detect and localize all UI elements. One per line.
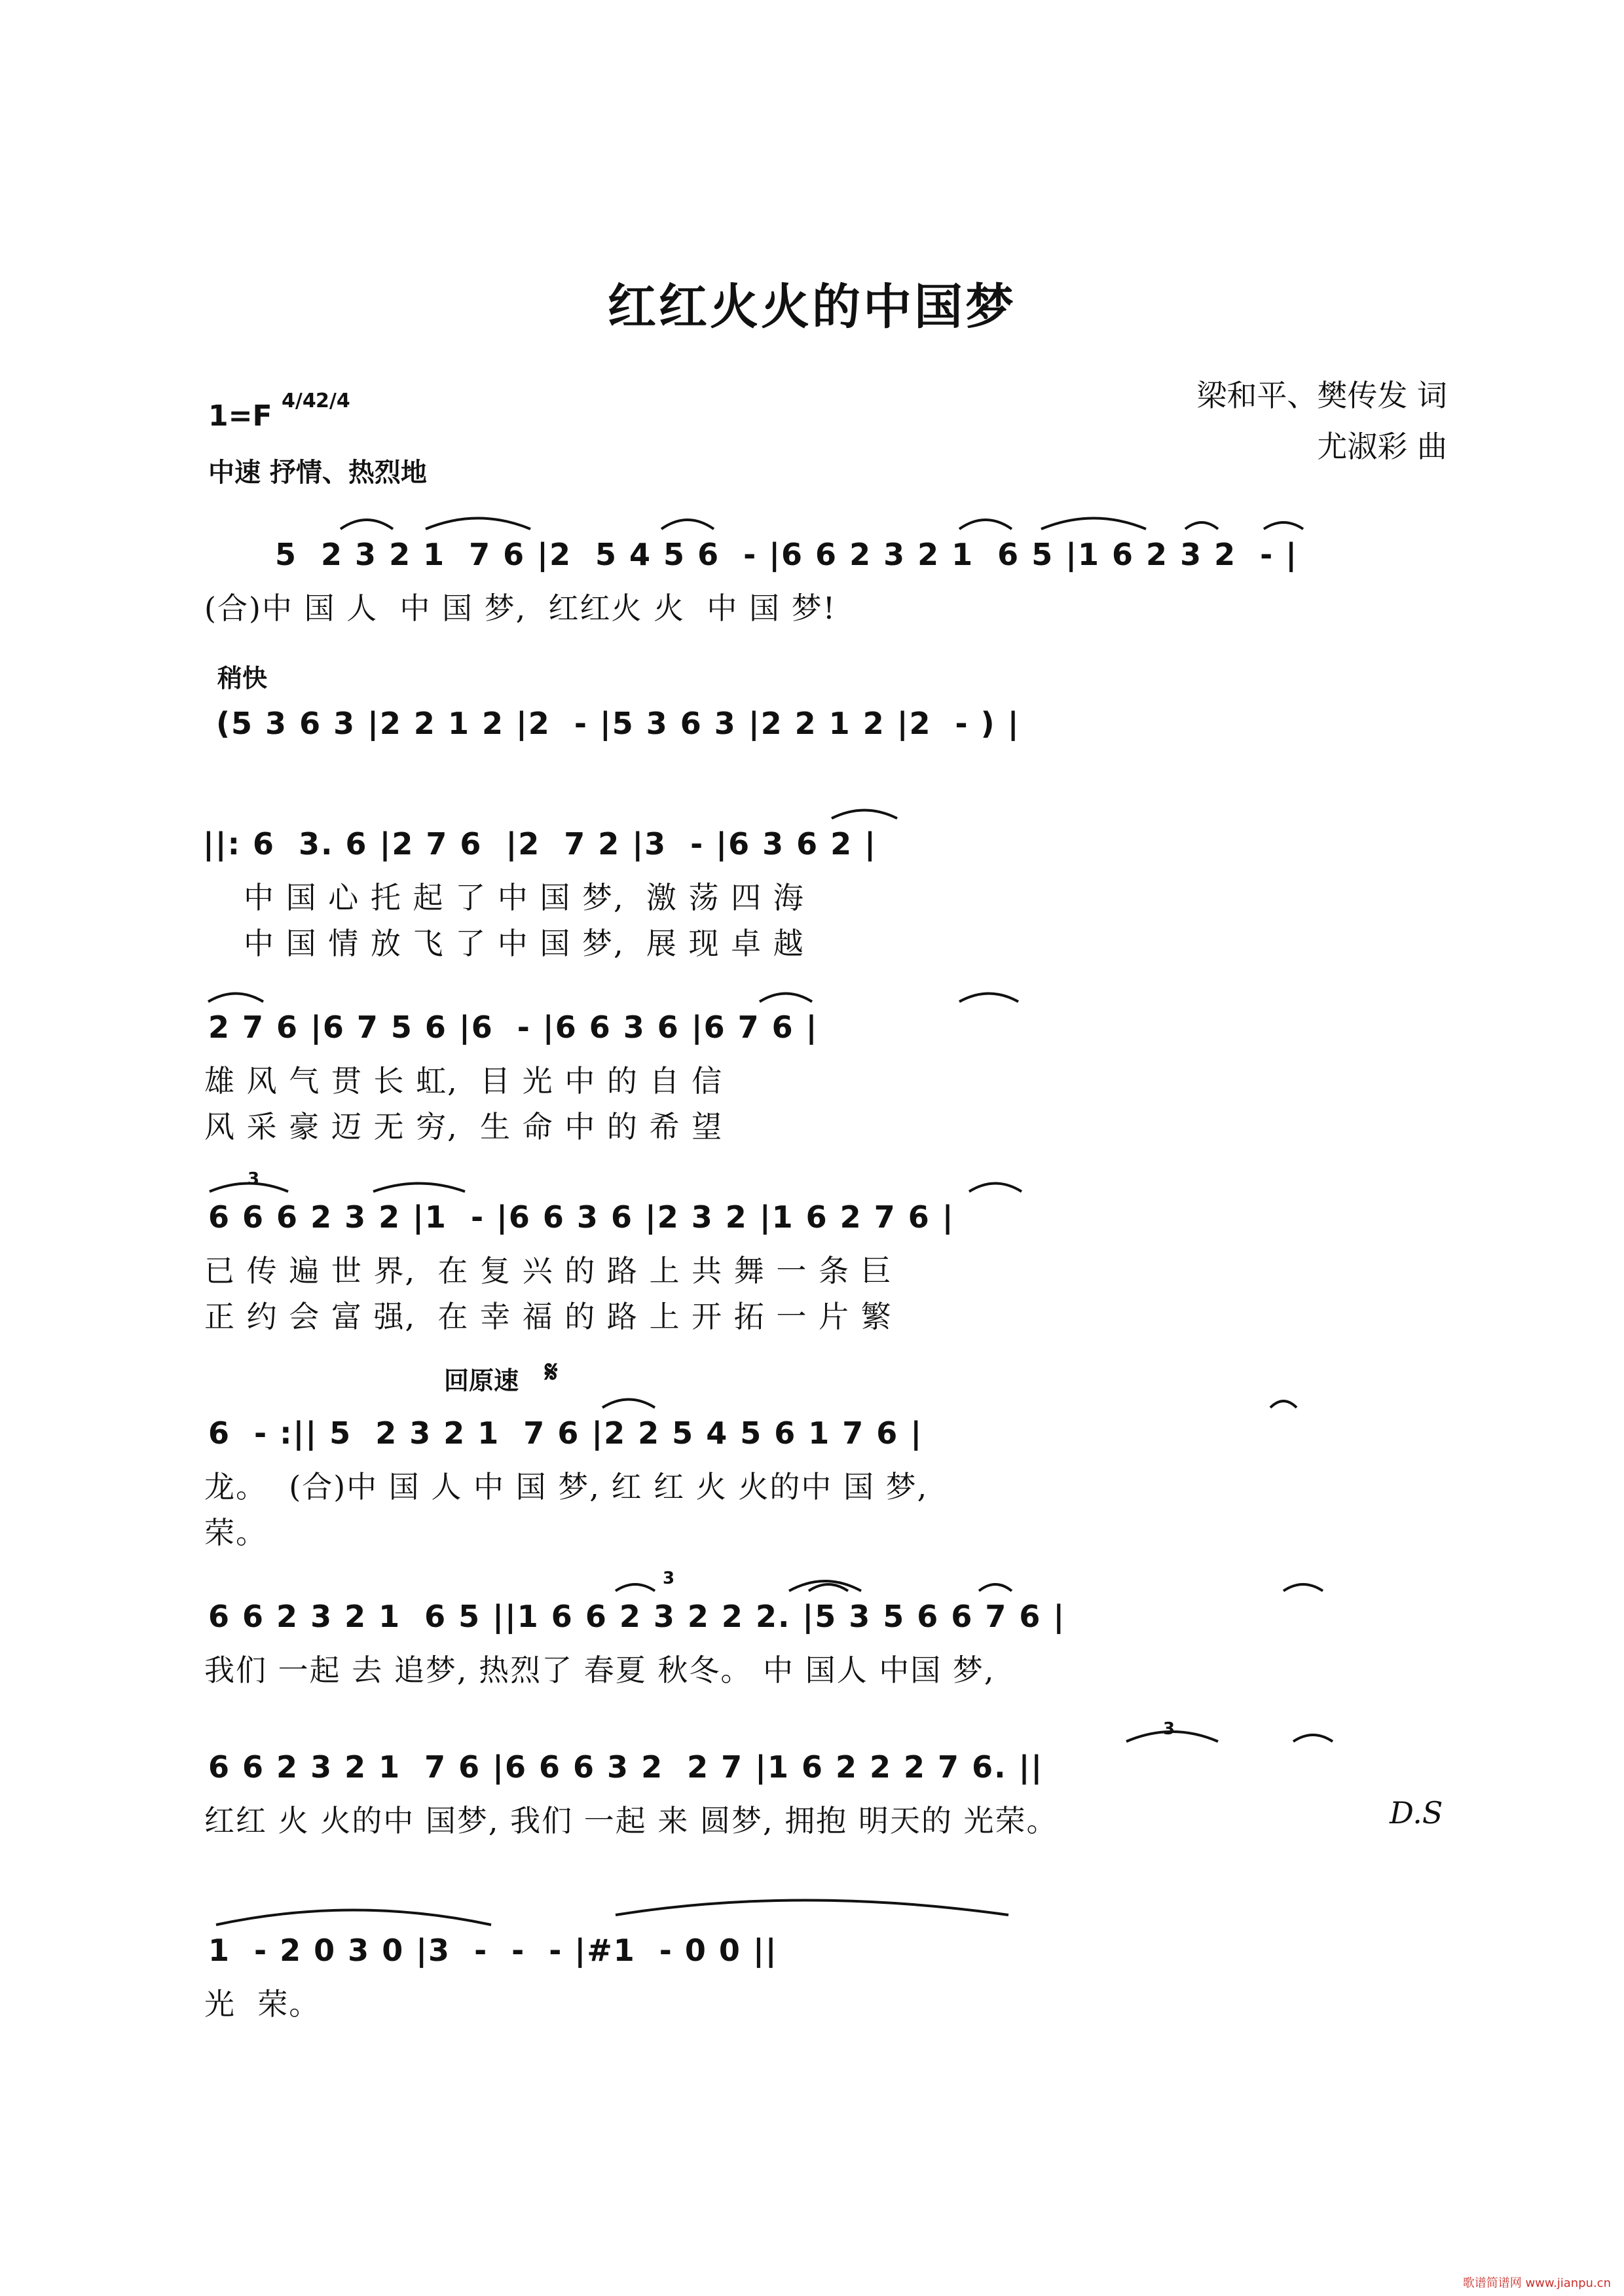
triplet-mark: 3 <box>663 1569 675 1588</box>
song-title: 红红火火的中国梦 <box>608 279 1016 335</box>
notation-row-9: 1 - 2 0 3 0 |3 - - - |#1 - 0 0 || <box>208 1933 778 1968</box>
lyric-line: 我们 一起 去 追梦, 热烈了 春夏 秋冬。 中 国人 中国 梦, <box>204 1652 995 1688</box>
lyric-line: 风 采 豪 迈 无 穷, 生 命 中 的 希 望 <box>204 1109 724 1144</box>
ds-mark: D.S <box>1390 1795 1443 1831</box>
key-signature: 1=F <box>208 399 272 433</box>
tempo-marking: 中速 抒情、热烈地 <box>208 458 427 488</box>
lyric-line: 光 荣。 <box>204 1986 321 2022</box>
composer-credit: 尤淑彩 曲 <box>1317 429 1447 464</box>
lyric-line: 中 国 情 放 飞 了 中 国 梦, 展 现 卓 越 <box>244 926 805 961</box>
notation-row-5: 6 6 6 2 3 2 |1 - |6 6 3 6 |2 3 2 |1 6 2 7 6 | <box>208 1199 955 1235</box>
segno-icon: 𝄋 <box>545 1354 558 1389</box>
footer-watermark: 歌谱简谱网 www.jianpu.cn <box>1462 2276 1611 2290</box>
a-tempo-mark: 回原速 <box>444 1366 519 1395</box>
lyric-line: 已 传 遍 世 界, 在 复 兴 的 路 上 共 舞 一 条 巨 <box>204 1253 893 1288</box>
lyricist-credit: 梁和平、樊传发 词 <box>1196 378 1447 413</box>
triplet-mark: 3 <box>1163 1719 1175 1739</box>
lyric-line: 正 约 会 富 强, 在 幸 福 的 路 上 开 拓 一 片 繁 <box>204 1299 893 1334</box>
notation-row-2: (5 3 6 3 |2 2 1 2 |2 - |5 3 6 3 |2 2 1 2 |2 - ) | <box>216 706 1020 741</box>
lyric-line: 中 国 心 托 起 了 中 国 梦, 激 荡 四 海 <box>244 880 805 915</box>
time-signature-1: 4/4 <box>282 390 316 412</box>
lyric-line: 龙。 (合)中 国 人 中 国 梦, 红 红 火 火的中 国 梦, <box>204 1469 929 1504</box>
time-signature-2: 2/4 <box>316 390 350 412</box>
notation-row-4: 2 7 6 |6 7 5 6 |6 - |6 6 3 6 |6 7 6 | <box>208 1010 819 1045</box>
notation-row-3: ||: 6 3. 6 |2 7 6 |2 7 2 |3 - |6 3 6 2 | <box>203 826 877 862</box>
lyric-line: 红红 火 火的中 国梦, 我们 一起 来 圆梦, 拥抱 明天的 光荣。 <box>204 1803 1058 1838</box>
notation-row-6: 6 - :|| 5 2 3 2 1 7 6 |2 2 5 4 5 6 1 7 6 | <box>208 1415 923 1451</box>
lyric-line: 雄 风 气 贯 长 虹, 目 光 中 的 自 信 <box>204 1063 724 1099</box>
notation-row-8: 6 6 2 3 2 1 7 6 |6 6 6 3 2 2 7 |1 6 2 2 2 7 6. || <box>208 1749 1044 1785</box>
faster-mark: 稍快 <box>217 664 268 693</box>
notation-row-1: 5 2 3 2 1 7 6 |2 5 4 5 6 - |6 6 2 3 2 1 6 5 |1 6 2 3 2 - | <box>275 537 1299 572</box>
notation-row-7: 6 6 2 3 2 1 6 5 ||1 6 6 2 3 2 2 2. |5 3 5 6 6 7 6 | <box>208 1599 1066 1634</box>
lyric-line: 荣。 <box>204 1515 267 1550</box>
triplet-mark: 3 <box>248 1169 260 1189</box>
lyric-line: (合)中 国 人 中 国 梦, 红红火 火 中 国 梦! <box>204 591 837 626</box>
